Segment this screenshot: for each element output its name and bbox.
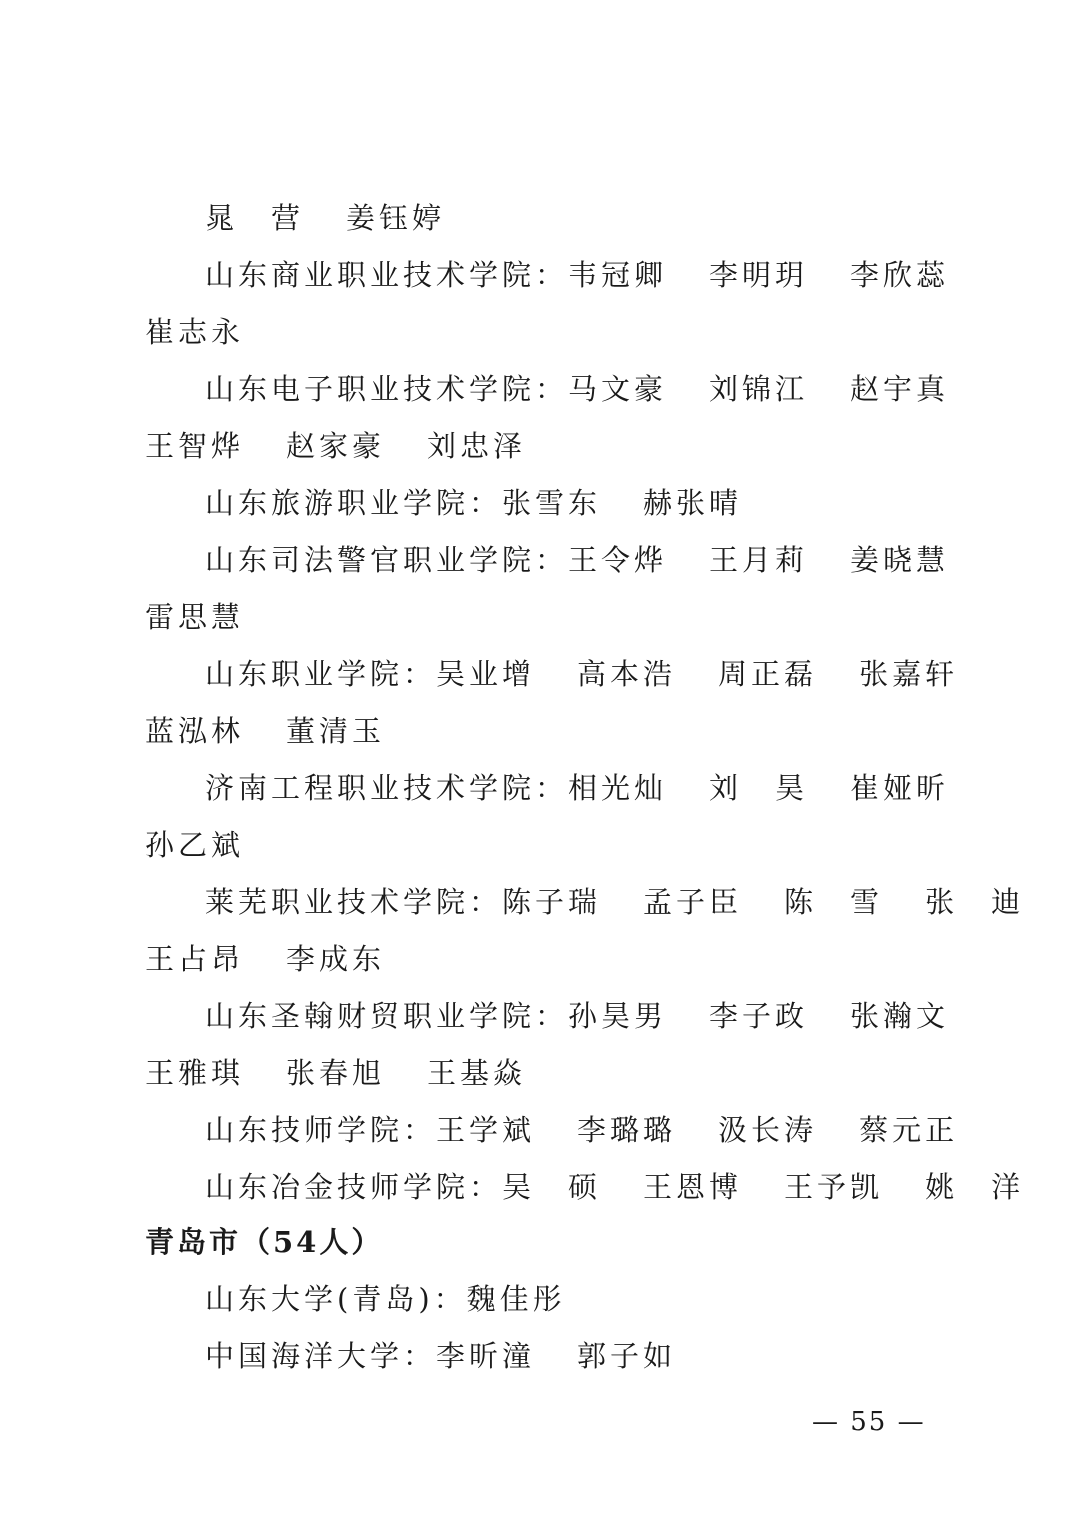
name-list [467, 1279, 566, 1319]
person-name: 王基焱 [427, 1056, 527, 1090]
name-line [145, 426, 526, 466]
name-list [502, 882, 1024, 922]
name-list [205, 198, 445, 238]
name-line [145, 711, 385, 751]
institution-label: 山东技师学院： [205, 1113, 437, 1147]
institution-label: 济南工程职业技术学院： [205, 771, 569, 805]
name-list [436, 1110, 958, 1150]
section-heading: 青岛市（54人） [145, 1225, 384, 1259]
name-list [145, 825, 244, 865]
name-list [568, 255, 949, 295]
name-list [436, 654, 958, 694]
person-name: 赫张晴 [643, 486, 743, 520]
person-name: 雷思慧 [145, 600, 245, 634]
name-list [568, 540, 949, 580]
name-list [502, 483, 742, 523]
person-name: 李明玥 [709, 258, 809, 292]
person-name: 姚 洋 [925, 1170, 1025, 1204]
institution-line [205, 996, 949, 1036]
person-name: 晁 营 [205, 201, 305, 235]
person-name: 陈子瑞 [502, 885, 602, 919]
person-name: 刘忠泽 [427, 429, 527, 463]
institution-line [205, 369, 949, 409]
person-name: 孙乙斌 [145, 828, 245, 862]
person-name: 王恩博 [643, 1170, 743, 1204]
institution-line [205, 1167, 1024, 1207]
person-name: 韦冠卿 [568, 258, 668, 292]
institution-label: 山东司法警官职业学院： [205, 543, 569, 577]
name-line [145, 312, 244, 352]
person-name: 王月莉 [709, 543, 809, 577]
name-line [145, 597, 244, 637]
person-name: 刘锦江 [709, 372, 809, 406]
person-name: 崔志永 [145, 315, 245, 349]
institution-line [205, 882, 1024, 922]
person-name: 孙昊男 [568, 999, 668, 1033]
institution-line [205, 255, 949, 295]
institution-label: 中国海洋大学： [205, 1339, 437, 1373]
name-list [145, 312, 244, 352]
person-name: 李璐璐 [577, 1113, 677, 1147]
institution-label: 山东大学(青岛)： [205, 1282, 467, 1316]
person-name: 赵宇真 [850, 372, 950, 406]
person-name: 蓝泓林 [145, 714, 245, 748]
person-name: 马文豪 [568, 372, 668, 406]
person-name: 崔娅昕 [850, 771, 950, 805]
person-name: 张雪东 [502, 486, 602, 520]
institution-line [205, 768, 949, 808]
person-name: 蔡元正 [859, 1113, 959, 1147]
person-name: 王令烨 [568, 543, 668, 577]
page-number: — 55 — [812, 1407, 926, 1437]
person-name: 刘 昊 [709, 771, 809, 805]
person-name: 吴 硕 [502, 1170, 602, 1204]
person-name: 李昕潼 [436, 1339, 536, 1373]
person-name: 张春旭 [286, 1056, 386, 1090]
institution-line [205, 1336, 676, 1376]
name-line [205, 198, 445, 238]
person-name: 王予凯 [784, 1170, 884, 1204]
person-name: 高本浩 [577, 657, 677, 691]
name-list [502, 1167, 1024, 1207]
institution-line [205, 483, 742, 523]
person-name: 王雅琪 [145, 1056, 245, 1090]
person-name: 汲长涛 [718, 1113, 818, 1147]
institution-label: 山东圣翰财贸职业学院： [205, 999, 569, 1033]
person-name: 周正磊 [718, 657, 818, 691]
name-list [145, 597, 244, 637]
institution-label: 山东电子职业技术学院： [205, 372, 569, 406]
name-list [145, 711, 385, 751]
person-name: 李成东 [286, 942, 386, 976]
person-name: 姜晓慧 [850, 543, 950, 577]
name-list [568, 996, 949, 1036]
name-list [145, 426, 526, 466]
person-name: 张嘉轩 [859, 657, 959, 691]
person-name: 陈 雪 [784, 885, 884, 919]
name-list [568, 369, 949, 409]
name-list [145, 939, 385, 979]
name-line [145, 825, 244, 865]
person-name: 李欣蕊 [850, 258, 950, 292]
institution-line [205, 1110, 958, 1150]
person-name: 姜钰婷 [346, 201, 446, 235]
person-name: 李子政 [709, 999, 809, 1033]
person-name: 张瀚文 [850, 999, 950, 1033]
person-name: 董清玉 [286, 714, 386, 748]
institution-line [205, 654, 958, 694]
person-name: 赵家豪 [286, 429, 386, 463]
institution-line [205, 1279, 566, 1319]
person-name: 王占昂 [145, 942, 245, 976]
name-list [145, 1053, 526, 1093]
person-name: 相光灿 [568, 771, 668, 805]
institution-label: 山东商业职业技术学院： [205, 258, 569, 292]
person-name: 郭子如 [577, 1339, 677, 1373]
person-name: 魏佳彤 [466, 1282, 566, 1316]
institution-label: 莱芜职业技术学院： [205, 885, 503, 919]
institution-label: 山东职业学院： [205, 657, 437, 691]
name-list [568, 768, 949, 808]
person-name: 王智烨 [145, 429, 245, 463]
person-name: 张 迪 [925, 885, 1025, 919]
name-line [145, 939, 385, 979]
institution-line [205, 540, 949, 580]
person-name: 孟子臣 [643, 885, 743, 919]
person-name: 吴业增 [436, 657, 536, 691]
institution-label: 山东冶金技师学院： [205, 1170, 503, 1204]
name-line [145, 1053, 526, 1093]
person-name: 王学斌 [436, 1113, 536, 1147]
institution-label: 山东旅游职业学院： [205, 486, 503, 520]
name-list [436, 1336, 676, 1376]
